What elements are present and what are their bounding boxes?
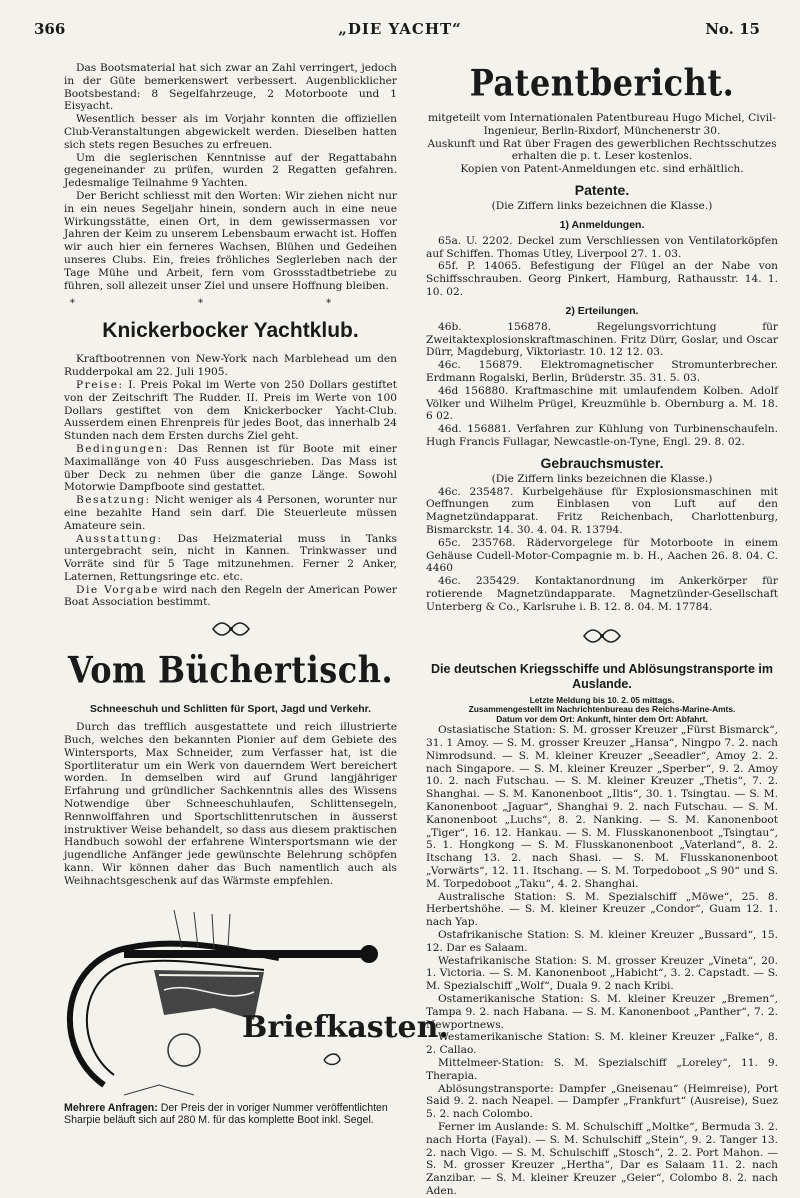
- page-number: 366: [34, 20, 66, 38]
- paragraph: Ausstattung: Das Heizmaterial muss in Tanks untergebracht sein, nicht in Kannen. Trinkwasser und Vorräte sind für 5 Tage mitzunehmen. Ferner 2 Anker, Laternen, Rettungsringe etc. etc.: [64, 532, 397, 583]
- journal-title: „DIE YACHT“: [338, 20, 462, 38]
- paragraph: mitgeteilt vom Internationalen Patentbureau Hugo Michel, Civil-Ingenieur, Berlin-Rixdorf, Münchenerstr 30.: [427, 112, 777, 137]
- erteilungen-heading: 2) Erteilungen.: [565, 304, 639, 317]
- left-column: [64, 62, 449, 1127]
- paragraph: Besatzung: Nicht weniger als 4 Personen, worunter nur eine bezahlte Hand sein darf. Die Steuerleute müssen Amateure sein.: [64, 494, 397, 532]
- patent-entry: 46c. 235487. Kurbelgehäuse für Explosionsmaschinen mit Oeffnungen zum Einblasen von Luft auf den Magnetzündapparat. Fritz Reichenbach, Charlottenburg, Bismarckstr. 14. 30. 4. 04. R. 13794.: [426, 485, 778, 536]
- patent-entry: 46c. 235429. Kontaktanordnung im Ankerkörper für rotierende Magnetzündapparate. Magnetzünder-Gesellschaft Unterberg & Co., Karlsruhe i. B. 12. 8. 04. M. 17784.: [426, 575, 778, 613]
- patent-entry: 46b. 156878. Regelungsvorrichtung für Zweitaktexplosionskraftmaschinen. Fritz Dürr, Goslar, und Oscar Dürr, Magdeburg, Viktoriastr. 10. 12 12. 03.: [426, 320, 778, 359]
- ornament-icon: [582, 628, 622, 644]
- briefkasten-text: Mehrere Anfragen: Der Preis der in voriger Nummer veröffentlichten Sharpie beläuft sich auf 280 M. für das komplette Boot inkl. Segel.: [64, 1101, 388, 1127]
- paragraph: Die Vorgabe wird nach den Regeln der American Power Boat Association bestimmt.: [64, 583, 398, 609]
- station-entry: Westafrikanische Station: S. M. grosser Kreuzer „Vineta“, 20. 1. Victoria. — S. M. Kanonenboot „Habicht“, 3. 2. Capstadt. — S. M. Spezialschiff „Wolf“, Duala 9. 2 nach Kribi.: [426, 954, 778, 993]
- report-note: Letzte Meldung bis 10. 2. 05 mittags.: [529, 694, 675, 705]
- station-entry: Ostafrikanische Station: S. M. kleiner Kreuzer „Bussard“, 15. 12. Dar es Salaam.: [426, 929, 778, 954]
- paragraph: Kopien von Patent-Anmeldungen etc. sind erhältlich.: [460, 163, 744, 176]
- patent-entry: 46c. 156879. Elektromagnetischer Stromunterbrecher. Erdmann Rogalski, Berlin, Brüderstr. 35. 31. 5. 03.: [426, 359, 778, 384]
- class-note: (Die Ziffern links bezeichnen die Klasse.): [491, 472, 713, 485]
- patente-heading: Patente.: [574, 181, 630, 198]
- kriegsschiffe-title: Die deutschen Kriegsschiffe und Ablösungstransporte im Auslande.: [431, 661, 773, 691]
- briefkasten-illustration: [64, 910, 449, 1100]
- ornament-divider: [64, 621, 397, 641]
- paragraph: Durch das trefflich ausgestattete und reich illustrierte Buch, welches den bekannten Pionier auf dem Gebiete des Wintersports, Max Schneider, zum Verfasser hat, ist die Sportliteratur um ein Werk von dauerndem Wert bereichert worden. In demselben wird auf Grund langjähriger Erfahrung und gründlicher Sachkenntnis alles des Wissens Notwendige über Schneeschuhlaufen, Schlittensegeln, Rennwolffahren und Sportschlittenrutschen in äusserst instruktiver Weise behandelt, so dass aus diesem praktischen Handbuch sowohl der erfahrene Wintersportsmann wie der jugendliche Anfänger jede gewünschte Belehrung schöpfen kann. Wir können daher das Buch namentlich auch als Weihnachtsgeschenk auf das Wärmste empfehlen.: [64, 721, 397, 887]
- station-entry: Australische Station: S. M. Spezialschiff „Möwe“, 25. 8. Herbertshöhe. — S. M. kleiner Kreuzer „Condor“, Guam 12. 1. nach Yap.: [426, 890, 778, 929]
- paragraph: Auskunft und Rat über Fragen des gewerblichen Rechtsschutzes erhalten die p. t. Leser kostenlos.: [427, 137, 777, 163]
- anmeldungen-heading: 1) Anmeldungen.: [559, 218, 645, 231]
- paragraph: Der Bericht schliesst mit den Worten: Wir ziehen nicht nur in ein neues Segeljahr hinein, sondern auch in eine neue Wirkungsstätte, einen Ort, in dem gewissermassen vor Jahren der Keim zu unserem Lebensbaum erwacht ist. Hoffen wir auch hier ein ferneres Wachsen, Blühen und Gedeihen unseres Clubs. Ein, freies fröhliches Seglerleben nach der Tage Mühe und Arbeit, fern vom Grossstadtbetriebe zu führen, soll allezeit unser Ziel und unsere Hoffnung bleiben.: [64, 189, 397, 292]
- station-entry: Ostasiatische Station: S. M. grosser Kreuzer „Fürst Bismarck“, 31. 1 Amoy. — S. M. grosser Kreuzer „Hansa“, Ningpo 7. 2. nach Nimrodsund. — S. M. kleiner Kreuzer „Seeadler“, Amoy 2. 2. nach Singapore. — S. M. kleiner Kreuzer „Sperber“, 9. 2. Amoy 10. 2. nach Futschau. — S. M. kleiner Kreuzer „Thetis“, 7. 2. Shanghai. — S. M. Kanonenboot „Iltis“, 30. 1. Tsingtau. — S. M. Kanonenboot „Jaguar“, Shanghai 9. 2. nach Futschau. — S. M. Kanonenboot „Luchs“, 8. 2. Nanking. — S. M. Kanonenboot „Tiger“, 16. 12. Hankau. — S. M. Flusskanonenboot „Tsingtau“, 5. 1. Hongkong — S. M. Flusskanonenboot „Vaterland“, 8. 2. Itschang 13. 2. nach Shasi. — S. M. Flusskanonenboot „Vorwärts“, 12. 11. Itschang. — S. M. Torpedoboot „S 90“ und S. M. Torpedoboot „Taku“, 4. 2. Shanghai.: [426, 724, 778, 890]
- patentbericht-title: Patentbericht.: [469, 61, 735, 105]
- buechertisch-title: Vom Büchertisch.: [67, 648, 394, 693]
- paragraph: Preise: I. Preis Pokal im Werte von 250 Dollars gestiftet von der Zeitschrift The Rudder. II. Preis im Werte von 100 Dollars gestiftet von dem Knickerbocker Yacht-Club. Ausserdem einen Ehrenpreis für jedes Boot, das innerhalb 24 Stunden nach dem Ersten durchs Ziel geht.: [64, 378, 397, 443]
- station-entry: Ablösungstransporte: Dampfer „Gneisenau“ (Heimreise), Port Said 9. 2. nach Neapel. — Dampfer „Frankfurt“ (Ausreise), Suez 5. 2. nach Colombo.: [426, 1082, 778, 1121]
- patent-entry: 65a. U. 2202. Deckel zum Verschliessen von Ventilatorköpfen auf Schiffen. Thomas Utley, Liverpool 27. 1. 03.: [426, 234, 778, 260]
- class-note: (Die Ziffern links bezeichnen die Klasse.): [491, 199, 713, 212]
- station-entry: Ostamerikanische Station: S. M. kleiner Kreuzer „Bremen“, Tampa 9. 2. nach Habana. — S. M. Kanonenboot „Panther“, 7. 2. Newportnews.: [426, 993, 778, 1031]
- gebrauchsmuster-heading: Gebrauchsmuster.: [540, 454, 664, 471]
- ornament-divider: [426, 628, 778, 648]
- patent-entry: 46d. 156881. Verfahren zur Kühlung von Turbinenschaufeln. Hugh Francis Fullagar, Newcastle-on-Tyne, Engl. 29. 8. 02.: [426, 423, 778, 448]
- right-column: [426, 61, 778, 1198]
- paragraph: Wesentlich besser als im Vorjahr konnten die offiziellen Club-Veranstaltungen abgewickelt werden. Dieselben hatten sich stets regen Besuches zu erfreuen.: [64, 113, 397, 151]
- patent-entry: 65c. 235768. Rädervorgelege für Motorboote in einem Gehäuse Cudell-Motor-Compagnie m. b. H., Aachen 26. 8. 04. C. 4460: [426, 536, 778, 575]
- patent-entry: 65f. P. 14065. Befestigung der Flügel an der Nabe von Schiffsschrauben. Georg Pinkert, Hamburg, Rathausstr. 14. 1. 10. 02.: [426, 260, 778, 298]
- paragraph: Um die seglerischen Kenntnisse auf der Regattabahn gegeneinander zu prüfen, wurden 2 Regatten gefahren. Jedesmalige Teilnahme 9 Yachten.: [64, 151, 397, 190]
- kriegsschiffe-section: [426, 662, 778, 1198]
- club-report: [64, 62, 397, 292]
- page-header: [0, 0, 800, 40]
- station-entry: Ferner im Auslande: S. M. Schulschiff „Moltke“, Bermuda 3. 2. nach Horta (Fayal). — S. M. Schulschiff „Stein“, 9. 2. Tanger 13. 2. nach Vigo. — S. M. Schulschiff „Stosch“, 2. 2. Port Mahon. — S. M. grosser Kreuzer „Hertha“, Dar es Salaam 11. 2. nach Zanzibar. — S. M. kleiner Kreuzer „Geier“, Colombo 8. 2. nach Aden.: [426, 1120, 778, 1197]
- paragraph: Kraftbootrennen von New-York nach Marblehead um den Rudderpokal am 22. Juli 1905.: [64, 353, 397, 379]
- letterbox-banner-icon: [64, 910, 397, 1100]
- briefkasten-title: Briefkasten.: [242, 1009, 449, 1045]
- patent-entry: 46d 156880. Kraftmaschine mit umlaufendem Kolben. Adolf Völker und Wilhelm Prügel, Kreuzmühle b. Obernburg a. M. 18. 6 02.: [426, 384, 778, 423]
- station-entry: Westamerikanische Station: S. M. kleiner Kreuzer „Falke“, 8. 2. Callao.: [426, 1031, 778, 1057]
- knickerbocker-title: Knickerbocker Yachtklub.: [102, 319, 359, 343]
- paragraph: Das Bootsmaterial hat sich zwar an Zahl verringert, jedoch in der Güte bemerkenswert verbessert. Augenblicklicher Bootsbestand: 8 Segelfahrzeuge, 2 Motorboote und 1 Eisyacht.: [64, 62, 397, 113]
- report-note: Datum vor dem Ort: Ankunft, hinter dem Ort: Abfahrt.: [496, 713, 708, 724]
- ornament-icon: [211, 621, 251, 637]
- paragraph: Bedingungen: Das Rennen ist für Boote mit einer Maximallänge von 40 Fuss ausgeschrieben. Das Mass ist über Deck zu nehmen über die ganze Länge. Sowohl Motorwie Dampfboote sind gestattet.: [64, 442, 397, 494]
- station-entry: Mittelmeer-Station: S. M. Spezialschiff „Loreley“, 11. 9. Therapia.: [426, 1057, 778, 1082]
- book-title: Schneeschuh und Schlitten für Sport, Jagd und Verkehr.: [89, 703, 372, 716]
- section-divider-stars: * * *: [69, 298, 392, 310]
- issue-number: No. 15: [705, 20, 760, 38]
- report-note: Zusammengestellt im Nachrichtenbureau des Reichs-Marine-Amts.: [468, 704, 736, 715]
